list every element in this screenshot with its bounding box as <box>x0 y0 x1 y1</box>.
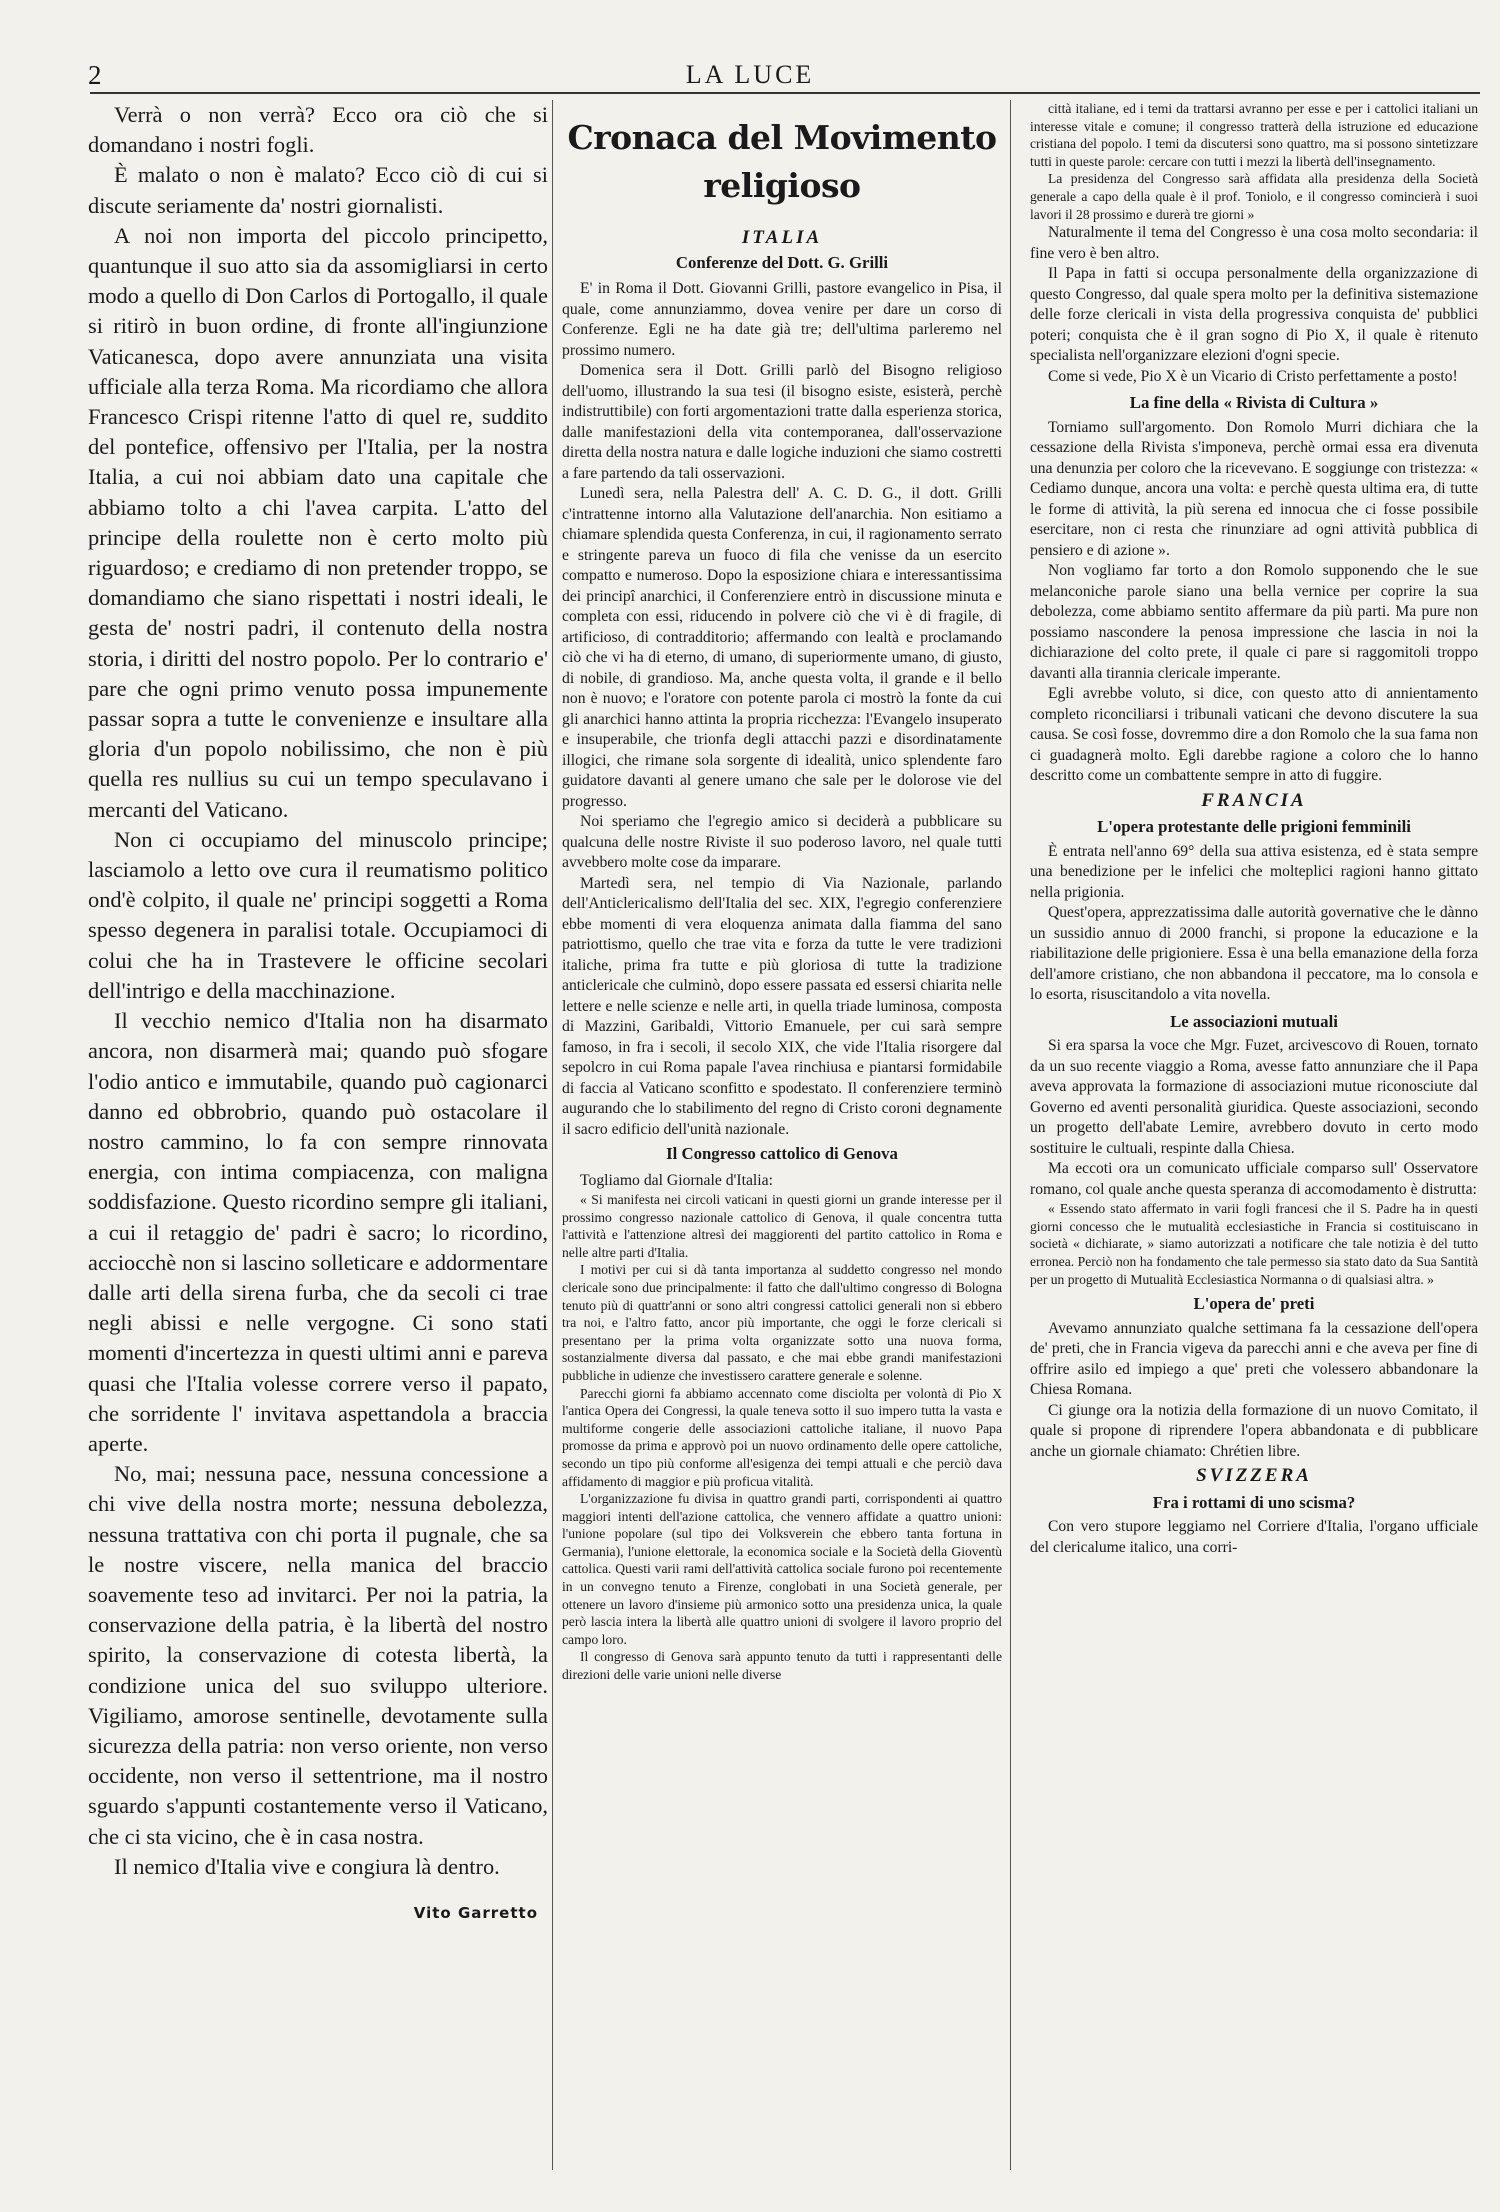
paragraph: Il vecchio nemico d'Italia non ha disarmato ancora, non disarmerà mai; quando può sfogare l'odio antico e immutabile, quando può cagionarci danno ed obbrobrio, quando può ostacolare il nostro cammino, lo fa con sempre rinnovata energia, con intima compiacenza, con maligna soddisfazione. Questo ricordino sempre gli italiani, a cui il retaggio de' padri è sacro; lo ricordino, acciocchè non si lascino solleticare e addormentare dalle arti della sirena furba, che da secoli ci trae negli abissi e nelle vergogne. Ci sono stati momenti d'incertezza in questi ultimi anni e pareva quasi che l'Italia volesse correre verso il papato, che sorridente l' invitava aspettandola a braccia aperte. <box>88 1008 548 1456</box>
country-heading: ITALIA <box>741 227 823 248</box>
paragraph: Togliamo dal Giornale d'Italia: <box>580 1171 773 1189</box>
paragraph: Ci giunge ora la notizia della formazione di un nuovo Comitato, il quale si propone di riprendere l'opera abbandonata e di pubblicare anche un giornale chiamato: Chrétien libre. <box>1030 1401 1478 1460</box>
quoted-paragraph: Parecchi giorni fa abbiamo accennato come disciolta per volontà di Pio X l'antica Opera dei Congressi, la quale teneva sotto il suo impero tutta la vasta e multiforme congerie delle associazioni cattoliche italiane, il nuovo Papa promosse da prima e approvò poi un nuovo ordinamento delle opere cattoliche, secondo un tipo più conforme all'esigenza dei tempi attuali e che perciò dava affidamento di maggior e più proficua vitalità. <box>562 1385 1002 1489</box>
quoted-paragraph: L'organizzazione fu divisa in quattro grandi parti, corrispondenti ai quattro maggiori intenti dell'azione cattolica, che vennero affidate a quattro unioni: l'unione popolare (sul tipo dei Volksverein che ebbero tanta fortuna in Germania), l'unione elettorale, la economica sociale e la Società della Gioventù cattolica. Questi varii rami dell'attività cattolica sociale furono poi recentemente in un convegno tenuto a Firenze, conglobati in una Società generale, per ottenere un lavoro d'insieme più armonico sotto una presidenza unica, la quale però lascia intera la libertà alle quattro unioni di svolgere il lavoro proprio del campo loro. <box>562 1491 1002 1647</box>
paragraph: Naturalmente il tema del Congresso è una cosa molto secondaria: il fine vero è ben altro. <box>1030 224 1478 262</box>
paragraph: È entrata nell'anno 69° della sua attiva esistenza, ed è stata sempre una benedizione per le infelici che molteplici ragioni hanno gittato nella prigionia. <box>1030 842 1478 901</box>
quoted-paragraph: « Essendo stato affermato in varii fogli francesi che il S. Padre ha in questi giorni concesso che le mutualità ecclesiastiche in Francia si costituiscano in società « dichiarate, » siamo autorizzati a notificare che tale notizia è del tutto erronea. Perciò non ha fondamento che tale permesso sia stato dato da Sua Santità per un progetto di Mutualità Ecclesiastica Normanna o di qualsiasi altra. » <box>1030 1201 1478 1287</box>
paragraph: Non vogliamo far torto a don Romolo supponendo che le sue melanconiche parole siano una bella vernice per coprire la sua debolezza, come abbiamo sentito affermare da più parti. Ma pure non possiamo nascondere la penosa impressione che lascia in noi la dichiarazione del colto prete, il quale ci pare si raggomitoli troppo davanti alla tirannia clericale imperante. <box>1030 562 1478 682</box>
page-number: 2 <box>88 60 102 90</box>
article-heading: Conferenze del Dott. G. Grilli <box>675 252 889 272</box>
paragraph: Noi speriamo che l'egregio amico si deciderà a pubblicare su qualcuna delle nostre Riviste il suo poderoso lavoro, nel quale tutti avvebbero molte cose da imparare. <box>562 813 1002 871</box>
column-divider <box>552 100 553 2170</box>
paragraph: Ma eccoti ora un comunicato ufficiale comparso sull' Osservatore romano, col quale anche questa speranza di accomodamento è distrutta: <box>1030 1160 1478 1198</box>
paragraph: A noi non importa del piccolo principetto, quantunque il suo atto sia da assomigliarsi in certo modo a quello di Don Carlos di Portogallo, il quale si ritirò in buon ordine, di fronte all'ingiunzione Vaticanesca, dopo avere annunziata una visita ufficiale alla terza Roma. Ma ricordiamo che allora Francesco Crispi ritenne l'atto di quel re, suddito del pontefice, offensivo per l'Italia, per la nostra Italia, a cui noi abbiam dato una capitale che abbiamo tolto a chi l'avea carpita. L'atto del principe della roulette non è certo molto più riguardoso; e crediamo di non pretender troppo, se domandiamo che siano rispettati i nostri ideali, le gesta de' nostri padri, il contenuto della nostra storia, i diritti del nostro popolo. Per lo contrario e' pare che ogni primo venuto possa impunemente passar sopra a tutte le convenienze e insultare alla gloria d'un popolo nobilissimo, che non è più quella res nullius su cui un tempo speculavano i mercanti del Vaticano. <box>88 222 548 822</box>
section-rubric: Cronaca del Movimento religioso <box>567 118 997 205</box>
article-heading: L'opera protestante delle prigioni femminili <box>1097 817 1411 837</box>
paragraph: Come si vede, Pio X è un Vicario di Cristo perfettamente a posto! <box>1048 367 1458 385</box>
quoted-paragraph: Il congresso di Genova sarà appunto tenuto da tutti i rappresentanti delle direzioni delle varie unioni nelle diverse <box>562 1649 1002 1683</box>
paragraph: Avevamo annunziato qualche settimana fa la cessazione dell'opera de' preti, che in Francia vigeva da parecchi anni e che aveva per fine di offrire asilo ed impiego a que' preti che volessero abbandonare la Chiesa Romana. <box>1030 1319 1478 1399</box>
article-heading: Il Congresso cattolico di Genova <box>666 1144 898 1163</box>
paragraph: Quest'opera, apprezzatissima dalle autorità governative che le dànno un sussidio annuo di 2000 franchi, si propone la educazione e la riabilitazione delle prigioniere. Essa è una bella emanazione della forza dell'amore cristiano, che non abbandona il peccatore, ma lo consola e lo esorta, risuscitandolo a vita novella. <box>1030 904 1478 1004</box>
paragraph: Il nemico d'Italia vive e congiura là dentro. <box>114 1853 500 1879</box>
paragraph: E' in Roma il Dott. Giovanni Grilli, pastore evangelico in Pisa, il quale, come annunziammo, dovea venire per dare un corso di Conferenze. Egli ne ha date già tre; dell'ultima parleremo nel prossimo numero. <box>562 280 1002 359</box>
paragraph: Non ci occupiamo del minuscolo principe; lasciamolo a letto ove cura il reumatismo politico ond'è colpito, il quale ne' principi soggetti a Roma spesso degenera in paralisi totale. Occupiamoci di colui che ha in Trastevere le officine secolari dell'intrigo e della macchinazione. <box>88 826 548 1003</box>
editorial-column <box>88 100 548 2120</box>
paragraph: Il Papa in fatti si occupa personalmente della organizzazione di questo Congresso, dal quale spera molto per la definitiva sistemazione delle forze clericali in vista della progressiva conquista de' pubblici poteri; conquista che è il gran sogno di Pio X, il quale è ritenuto specialista nell'organizzare elezioni d'ogni specie. <box>1030 265 1478 365</box>
quoted-paragraph: « Si manifesta nei circoli vaticani in questi giorni un grande interesse per il prossimo congresso nazionale cattolico di Genova, il quale concentra tutta l'attività e l'attenzione altresì dei maggiorenti del partito cattolico in Roma e nelle altre parti d'Italia. <box>562 1192 1002 1260</box>
column-divider <box>1010 100 1011 2170</box>
paragraph: Domenica sera il Dott. Grilli parlò del Bisogno religioso dell'uomo, illustrando la sua tesi (il bisogno esiste, esisterà, perchè indistruttibile) con forti argomentazioni tratte dalla esperienza storica, dalle manifestazioni della vita contemporanea, dall'osservazione diretta della nostra natura e dalle logiche induzioni che siamo costretti a fare partendo da tali osservazioni. <box>562 362 1002 482</box>
author-signature: Vito Garretto <box>413 1903 538 1922</box>
article-heading: Fra i rottami di uno scisma? <box>1152 1492 1356 1512</box>
paragraph: Con vero stupore leggiamo nel Corriere d'Italia, l'organo ufficiale del clericalume italico, una corri- <box>1030 1518 1478 1556</box>
paragraph: Verrà o non verrà? Ecco ora ciò che si domandano i nostri fogli. <box>88 102 548 158</box>
paragraph: Si era sparsa la voce che Mgr. Fuzet, arcivescovo di Rouen, tornato da un suo recente viaggio a Roma, avesse fatto annunziare che il Papa aveva approvata la formazione di associazioni mutue riconosciute dal Governo ed aventi personalità giuridica. Queste associazioni, secondo un progetto dell'abate Lemire, avrebbero dovuto in certo modo sostituire le cultuali, respinte dalla Chiesa. <box>1030 1037 1478 1157</box>
paragraph: Torniamo sull'argomento. Don Romolo Murri dichiara che la cessazione della Rivista s'imponeva, perchè ormai essa era divenuta una denunzia per coloro che la ricevevano. E soggiunge con tristezza: « Cediamo dunque, ancora una volta: e perchè questa ultima era, di tutte le forme di attività, la più serena ed innocua che ci fosse possibile esercitare, non ci resta che rinunziare ad ogni attività pubblica di pensiero e di azione ». <box>1030 418 1478 559</box>
paragraph: Lunedì sera, nella Palestra dell' A. C. D. G., il dott. Grilli c'intrattenne intorno alla Valutazione dell'anarchia. Non esitiamo a chiamare splendida questa Conferenza, in cui, il ragionamento serrato e stringente pareva un fuoco di fila che venisse da un esercito compatto e numeroso. Dopo la esposizione chiara e interessantissima dei principî anarchici, il Conferenziere entrò in discussione minuta e completa con essi, riducendo in polvere ciò che vi è di fragile, di artificioso, di contradditorio; affermando con lealtà e proclamando ciò che vi ha di eterno, di umano, di superiormente umano, di giusto, di nobile, di grandioso. Ma, anche questa volta, il grande e il bello non è nuovo; e l'oratore con potente parola ci mostrò la fonte da cui gli anarchici hanno attinta la propria ricchezza: l'Evangelo insuperato e insuperabile, che trionfa degli attacchi pazzi e disordinatamente illogici, che rimane sola sorgente di idealità, unico splendente faro guidatore davanti al genere umano che sale per le dolorose vie del progresso. <box>562 485 1002 810</box>
chronicle-column-continued <box>1030 100 1478 2180</box>
quoted-paragraph: La presidenza del Congresso sarà affidata alla presidenza della Società generale a capo della quale è il prof. Toniolo, e il congresso comincierà i suoi lavori il 28 prossimo e durerà tre giorni » <box>1030 171 1478 222</box>
article-heading: L'opera de' preti <box>1193 1294 1315 1314</box>
quoted-paragraph: I motivi per cui si dà tanta importanza al suddetto congresso nel mondo clericale sono due principalmente: il fatto che dall'ultimo congresso di Bologna tenuto più di quattr'anni or sono altri congressi cattolici generali non si ebbero tra noi, e l'altro fatto, ancor più importante, che oggi le forze clericali si presentano per la prima volta organizzate sotto una nuova forma, sostanzialmente diversa dal passato, e che mai ebbe grandi manifestazioni pubbliche in udienze che investissero carattere generale e solenne. <box>562 1262 1002 1383</box>
quoted-paragraph: città italiane, ed i temi da trattarsi avranno per esse e per i cattolici italiani un interesse vitale e comune; il congresso tratterà della istruzione ed educazione cristiana del popolo. I temi da discutersi sono quattro, ma si possono sintetizzare tutti in queste parole: cercare con tutti i mezzi la libertà dell'insegnamento. <box>1030 101 1478 169</box>
paragraph: È malato o non è malato? Ecco ciò di cui si discute seriamente da' nostri giornalisti. <box>88 162 548 218</box>
paragraph: Egli avrebbe voluto, si dice, con questo atto di annientamento completo riconciliarsi i tribunali vaticani che devono discutere la sua causa. Se così fosse, dovremmo dire a don Romolo che la sua fama non ci guadagnerà molto. Egli darebbe ragione a coloro che lo hanno descritto come un combattente sempre in atto di fuggire. <box>1030 685 1478 785</box>
country-heading: SVIZZERA <box>1196 1465 1312 1487</box>
masthead-title: LA LUCE <box>685 60 815 89</box>
chronicle-column <box>562 100 1002 2180</box>
article-heading: Le associazioni mutuali <box>1170 1011 1338 1031</box>
header-rule <box>90 92 1480 94</box>
country-heading: FRANCIA <box>1201 789 1307 811</box>
article-heading: La fine della « Rivista di Cultura » <box>1129 393 1379 413</box>
paragraph: No, mai; nessuna pace, nessuna concessione a chi vive della nostra morte; nessuna debolezza, nessuna trattativa con chi porta il pugnale, che sa le nostre viscere, nella manica del braccio soavemente teso ad invitarci. Per noi la patria, la conservazione della patria, è la libertà del nostro spirito, la conservazione di cotesta libertà, la condizione unica del suo sviluppo ulteriore. Vigiliamo, amorose sentinelle, devotamente sulla sicurezza della patria: non verso oriente, non verso occidente, non verso il settentrione, ma il nostro sguardo s'appunti costantemente verso il Vaticano, che ci sta vicino, che è in casa nostra. <box>88 1461 548 1849</box>
paragraph: Martedì sera, nel tempio di Via Nazionale, parlando dell'Anticlericalismo dell'Italia del sec. XIX, l'egregio conferenziere ebbe momenti di vera eloquenza animata dalla fiamma del sano patriottismo, quello che trae vita e forza da tutte le vere tradizioni italiche, prima fra tutte e più gloriosa di tutte la tradizione anticlericale che culminò, dopo essere passata ed essersi chiarita nelle lettere e nelle scienze e nelle arti, in quella triade luminosa, composta di Mazzini, Garibaldi, Vittorio Emanuele, per cui sarà sempre famoso, in fra i secoli, il secolo XIX, che vide l'Italia risorgere dal sepolcro in cui Roma papale l'avea rinchiusa e piantarsi formidabile di faccia al Vaticano sconfitto e spodestato. Il conferenziere terminò augurando che lo stabilimento del regno di Cristo coroni degnamente il sacro edificio dell'unità nazionale. <box>562 874 1002 1138</box>
